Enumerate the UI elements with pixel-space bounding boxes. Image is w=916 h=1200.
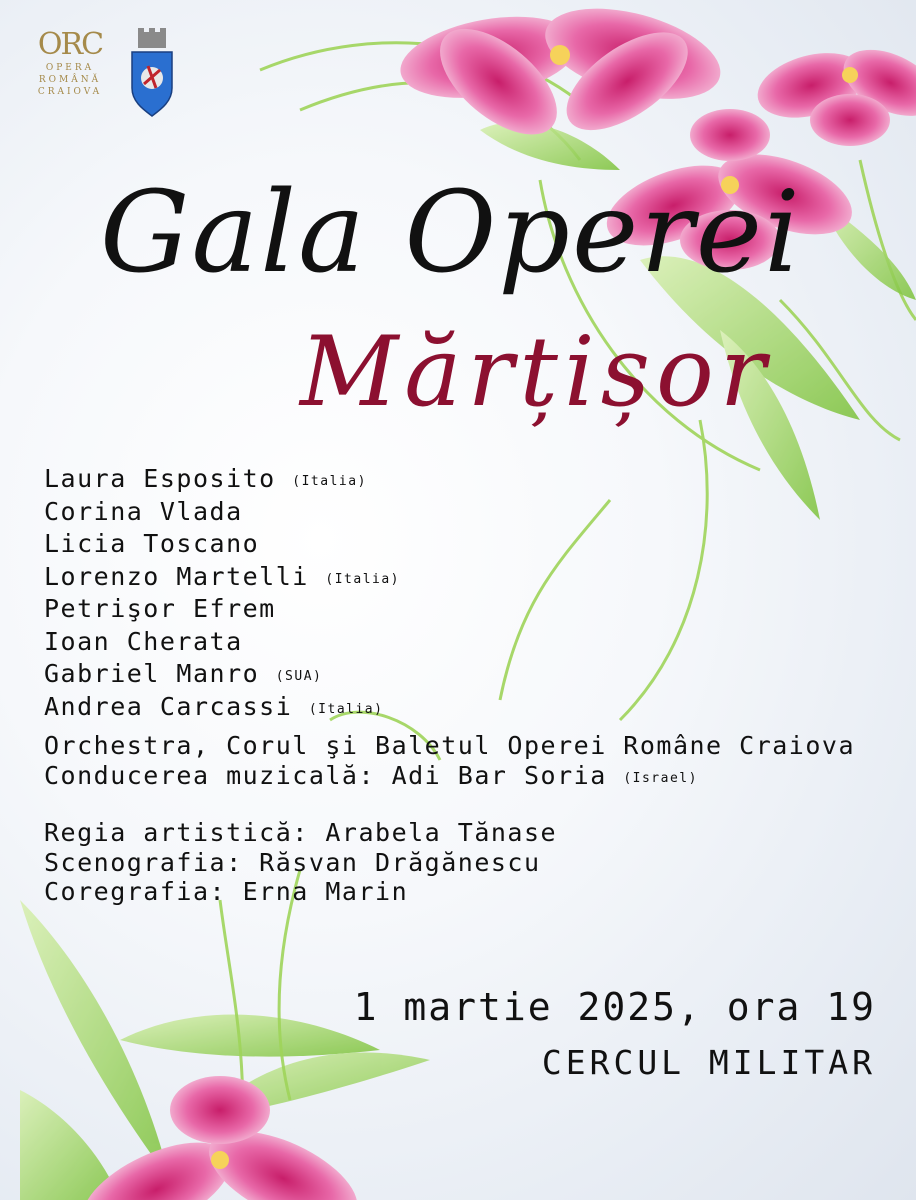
cast-item <box>44 464 844 497</box>
cast-list <box>44 464 844 724</box>
event-date: 1 martie 2025, ora 19 <box>353 985 876 1029</box>
cast-name: Laura Esposito <box>44 464 276 493</box>
cast-item <box>44 529 844 562</box>
opera-logo-line2: ROMÂNĂ <box>38 75 102 85</box>
opera-logo-mark: ORC <box>37 27 103 62</box>
page-title: Gala Operei <box>100 168 802 298</box>
cast-name: Ioan Cherata <box>44 626 243 656</box>
page-subtitle: Mărțișor <box>300 316 772 428</box>
conductor-line <box>44 761 904 794</box>
opera-logo <box>22 28 118 98</box>
opera-logo-line3: CRAIOVA <box>37 87 103 97</box>
cast-item <box>44 594 844 627</box>
scenography-line: Scenografia: Răsvan Drăgănescu <box>44 847 541 877</box>
cast-item <box>44 497 844 530</box>
cast-item <box>44 627 844 660</box>
cast-name: Andrea Carcassi <box>44 691 293 721</box>
cast-name: Lorenzo Martelli <box>44 561 309 591</box>
cast-name: Licia Toscano <box>44 529 260 558</box>
production-credits <box>44 818 904 907</box>
cast-item <box>44 692 844 725</box>
choreography-line: Coregrafia: Erna Marin <box>44 877 409 906</box>
cast-country: (Italia) <box>292 474 367 489</box>
conductor-country: (Israel) <box>623 770 698 786</box>
city-crest-icon <box>130 26 174 118</box>
cast-country: (SUA) <box>275 669 323 684</box>
conductor-text: Conducerea muzicală: Adi Bar Soria <box>44 760 607 790</box>
direction-line: Regia artistică: Arabela Tănase <box>44 818 558 847</box>
cast-country: (Italia) <box>325 571 401 587</box>
cast-item <box>44 562 844 595</box>
opera-logo-line1: OPERA <box>45 63 95 73</box>
cast-item <box>44 659 844 692</box>
cast-name: Gabriel Manro <box>44 659 260 688</box>
orchestra-line: Orchestra, Corul şi Baletul Operei Române Craiova <box>44 731 856 760</box>
cast-country: (Italia) <box>308 701 384 717</box>
event-venue: CERCUL MILITAR <box>541 1043 876 1082</box>
cast-name: Petrişor Efrem <box>44 594 276 623</box>
orchestra-credits <box>44 731 904 793</box>
cast-name: Corina Vlada <box>44 496 243 526</box>
